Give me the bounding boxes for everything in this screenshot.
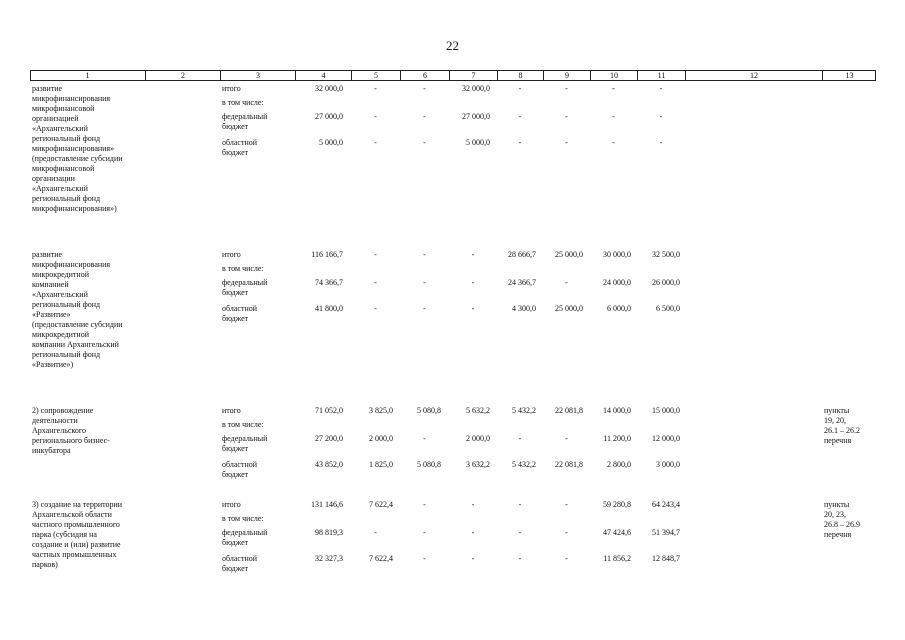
value-cell: - [565, 84, 568, 93]
value-cell: 59 280,8 [603, 500, 631, 509]
value-cell: - [471, 554, 475, 563]
header-cell-9: 9 [543, 71, 590, 80]
row-label: итого [222, 500, 241, 509]
value-cell: 64 243,4 [652, 500, 680, 509]
header-cell-11: 11 [637, 71, 685, 80]
value-cell: - [423, 84, 426, 93]
value-cell: 41 800,0 [315, 304, 343, 313]
value-cell: 116 166,7 [311, 250, 343, 259]
row-label: федеральный бюджет [222, 528, 268, 547]
value-cell: - [374, 278, 377, 287]
value-cell: - [565, 112, 568, 121]
value-cell: 43 852,0 [315, 460, 343, 469]
value-cell: 11 856,2 [603, 554, 631, 563]
value-cell: 30 000,0 [603, 250, 631, 259]
value-cell: - [659, 112, 663, 121]
value-cell: - [374, 528, 377, 537]
value-cell: 51 394,7 [652, 528, 680, 537]
row-label: итого [222, 250, 241, 259]
row-label: областной бюджет [222, 460, 258, 479]
value-cell: 24 366,7 [508, 278, 536, 287]
value-cell: 22 081,8 [555, 406, 583, 415]
value-cell: 7 622,4 [369, 554, 393, 563]
section-name: 3) создание на территории Архангельской области частного промышленного парка (субсидия на создание и (или) развитие частных промышленных парков) [32, 500, 123, 569]
row-label: итого [222, 84, 241, 93]
value-cell: - [565, 278, 568, 287]
value-cell: - [565, 138, 568, 147]
value-cell: 2 000,0 [466, 434, 490, 443]
value-cell: 98 819,3 [315, 528, 343, 537]
value-cell: 14 000,0 [603, 406, 631, 415]
value-cell: 71 052,0 [315, 406, 343, 415]
value-cell: 5 080,8 [417, 460, 441, 469]
header-cell-8: 8 [497, 71, 543, 80]
value-cell: 2 800,0 [607, 460, 631, 469]
value-cell: 28 666,7 [508, 250, 536, 259]
table-header-row [30, 70, 876, 81]
value-cell: 3 825,0 [369, 406, 393, 415]
value-cell: 7 622,4 [369, 500, 393, 509]
header-cell-13: 13 [822, 71, 876, 80]
header-cell-12: 12 [685, 71, 822, 80]
value-cell: 11 200,0 [603, 434, 631, 443]
value-cell: - [565, 500, 568, 509]
section-name: развитие микрофинансирования микрофинансовой организацией «Архангельский региональный фонд микрофинансирования» (предоставление субсидии микрофинансовой организации «Архангельский региональный фонд микрофинансирования») [32, 84, 123, 213]
value-cell: - [374, 250, 377, 259]
value-cell: 2 000,0 [369, 434, 393, 443]
value-cell: - [471, 528, 475, 537]
value-cell: 24 000,0 [603, 278, 631, 287]
value-cell: 25 000,0 [555, 304, 583, 313]
value-cell: 6 000,0 [607, 304, 631, 313]
value-cell: - [518, 500, 522, 509]
row-label: областной бюджет [222, 304, 258, 323]
value-cell: - [423, 138, 426, 147]
value-cell: - [423, 112, 426, 121]
value-cell: 15 000,0 [652, 406, 680, 415]
row-label: областной бюджет [222, 138, 258, 157]
value-cell: 5 000,0 [319, 138, 343, 147]
header-cell-1: 1 [85, 71, 90, 80]
value-cell: 1 825,0 [369, 460, 393, 469]
note-cell: пункты 19, 20, 26.1 – 26.2 перечня [824, 406, 860, 445]
page-number: 22 [446, 38, 459, 53]
header-cell-5: 5 [351, 71, 400, 80]
value-cell: - [612, 138, 615, 147]
value-cell: - [471, 250, 475, 259]
value-cell: - [423, 250, 426, 259]
row-label: итого [222, 406, 241, 415]
value-cell: - [374, 304, 377, 313]
value-cell: 26 000,0 [652, 278, 680, 287]
row-label: в том числе: [222, 514, 264, 523]
value-cell: - [659, 84, 663, 93]
value-cell: 3 000,0 [656, 460, 680, 469]
header-cell-10: 10 [590, 71, 637, 80]
value-cell: - [423, 528, 426, 537]
value-cell: - [518, 528, 522, 537]
value-cell: - [423, 304, 426, 313]
value-cell: - [471, 500, 475, 509]
value-cell: - [423, 434, 426, 443]
value-cell: 4 300,0 [512, 304, 536, 313]
value-cell: 22 081,8 [555, 460, 583, 469]
value-cell: 32 000,0 [315, 84, 343, 93]
value-cell: 25 000,0 [555, 250, 583, 259]
value-cell: 12 848,7 [652, 554, 680, 563]
value-cell: 74 366,7 [315, 278, 343, 287]
value-cell: - [423, 500, 426, 509]
value-cell: - [518, 84, 522, 93]
section-name: развитие микрофинансирования микрокредитной компанией «Архангельский региональный фонд «Развитие» (предоставление субсидии микрокредитной компании Архангельский региональный фонд «Развитие») [32, 250, 123, 369]
value-cell: - [374, 84, 377, 93]
value-cell: 3 632,2 [466, 460, 490, 469]
value-cell: - [518, 554, 522, 563]
row-label: федеральный бюджет [222, 434, 268, 453]
value-cell: - [565, 434, 568, 443]
row-label: в том числе: [222, 98, 264, 107]
header-cell-2: 2 [145, 71, 220, 80]
row-label: в том числе: [222, 420, 264, 429]
value-cell: - [659, 138, 663, 147]
note-cell: пункты 20, 23, 26.8 – 26.9 перечня [824, 500, 860, 539]
value-cell: 32 000,0 [462, 84, 490, 93]
value-cell: - [423, 278, 426, 287]
value-cell: 5 632,2 [466, 406, 490, 415]
row-label: федеральный бюджет [222, 112, 268, 131]
value-cell: - [518, 434, 522, 443]
value-cell: 27 200,0 [315, 434, 343, 443]
header-cell-4: 4 [295, 71, 351, 80]
row-label: федеральный бюджет [222, 278, 268, 297]
value-cell: - [518, 112, 522, 121]
value-cell: - [374, 138, 377, 147]
value-cell: 5 080,8 [417, 406, 441, 415]
value-cell: 12 000,0 [652, 434, 680, 443]
value-cell: - [374, 112, 377, 121]
row-label: областной бюджет [222, 554, 258, 573]
value-cell: - [612, 112, 615, 121]
value-cell: - [471, 304, 475, 313]
value-cell: - [518, 138, 522, 147]
value-cell: - [423, 554, 426, 563]
value-cell: - [565, 528, 568, 537]
value-cell: 47 424,6 [603, 528, 631, 537]
value-cell: 32 500,0 [652, 250, 680, 259]
value-cell: 32 327,3 [315, 554, 343, 563]
row-label: в том числе: [222, 264, 264, 273]
value-cell: 6 500,0 [656, 304, 680, 313]
header-cell-3: 3 [220, 71, 295, 80]
value-cell: - [471, 278, 475, 287]
header-cell-7: 7 [449, 71, 497, 80]
value-cell: - [565, 554, 568, 563]
value-cell: 27 000,0 [315, 112, 343, 121]
header-cell-6: 6 [400, 71, 449, 80]
value-cell: - [612, 84, 615, 93]
value-cell: 27 000,0 [462, 112, 490, 121]
value-cell: 5 000,0 [466, 138, 490, 147]
value-cell: 5 432,2 [512, 406, 536, 415]
value-cell: 131 146,6 [311, 500, 343, 509]
value-cell: 5 432,2 [512, 460, 536, 469]
section-name: 2) сопровождение деятельности Архангельского регионального бизнес- инкубатора [32, 406, 110, 455]
